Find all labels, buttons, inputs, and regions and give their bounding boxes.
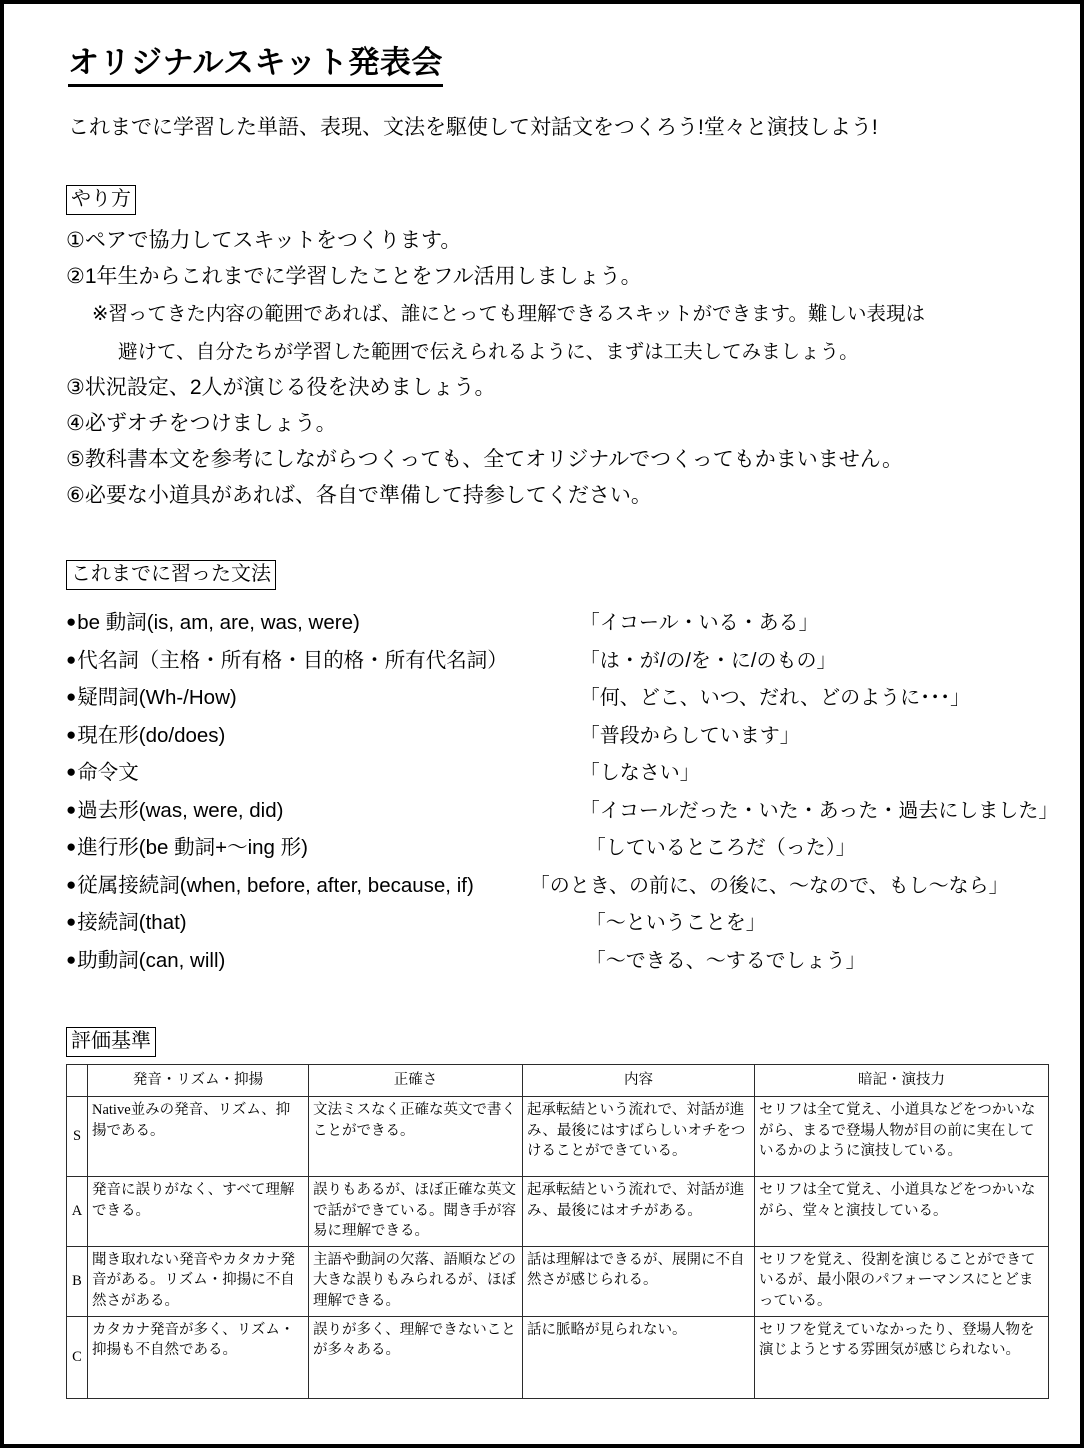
cell-accuracy: 主語や動詞の欠落、語順などの大きな誤りもみられるが、ほぼ理解できる。 [309,1246,523,1316]
list-item [66,746,1058,784]
grammar-term [66,709,518,747]
section-heading-howto: やり方 [66,185,136,215]
cell-accuracy: 文法ミスなく正確な英文で書くことができる。 [309,1097,523,1177]
grammar-term [66,784,518,822]
grammar-term [66,596,518,634]
table-row [67,1097,1049,1177]
list-item: ⑤教科書本文を参考にしながらつくっても、全てオリジナルでつくってもかまいません。 [66,448,903,472]
bullet-icon: ● [66,649,77,669]
criteria-table [66,1064,1049,1398]
grammar-gloss: 「何、どこ、いつ、だれ、どのように･･･」 [579,687,971,710]
title-wrapper [66,44,1026,87]
cell-pronunciation: 聞き取れない発音やカタカナ発音がある。リズム・抑揚に不自然さがある。 [88,1246,309,1316]
cell-content: 起承転結という流れで、対話が進み、最後にはすばらしいオチをつけることができている。 [523,1097,755,1177]
cell-pronunciation: 発音に誤りがなく、すべて理解できる。 [88,1177,309,1247]
howto-note-line-1: ※習ってきた内容の範囲であれば、誰にとっても理解できるスキットができます。難しい表現は [92,303,925,326]
grammar-gloss: 「しなさい」 [579,762,700,785]
table-row [67,1246,1049,1316]
grammar-term [66,821,518,859]
grammar-term [66,634,518,672]
column-header-accuracy: 正確さ [309,1065,523,1097]
list-item [66,709,1058,747]
document-body [66,44,1059,1399]
grammar-term-label: 命令文 [77,761,139,785]
cell-memorization: セリフを覚えていなかったり、登場人物を演じようとする雰囲気が感じられない。 [755,1316,1049,1398]
howto-step-list-continued [66,377,1026,506]
howto-step-list [66,230,1026,287]
grade-label: C [67,1316,88,1398]
bullet-icon: ● [66,874,77,894]
grammar-term [66,746,518,784]
grammar-gloss: 「〜ということを」 [585,912,766,935]
bullet-icon: ● [66,912,77,932]
cell-pronunciation: カタカナ発音が多く、リズム・抑揚も不自然である。 [88,1316,309,1398]
column-header-memorization: 暗記・演技力 [755,1065,1049,1097]
grammar-term [66,859,518,897]
grammar-term-label: 助動詞(can, will) [77,948,226,972]
grammar-term-label: be 動詞(is, am, are, was, were) [77,611,360,635]
grammar-term [66,934,518,972]
grade-label: B [67,1246,88,1316]
list-item [66,596,1058,634]
cell-accuracy: 誤りが多く、理解できないことが多々ある。 [309,1316,523,1398]
grammar-gloss: 「のとき、の前に、の後に、〜なので、もし〜なら」 [529,874,1009,897]
column-header-grade [67,1065,88,1097]
list-item: ⑥必要な小道具があれば、各自で準備して持参してください。 [66,484,652,508]
list-item: ①ペアで協力してスキットをつくります。 [66,229,462,253]
grammar-term [66,896,518,934]
list-item [66,634,1058,672]
list-item [66,784,1058,822]
cell-content: 話に脈略が見られない。 [523,1316,755,1398]
section-heading-grammar: これまでに習った文法 [66,560,276,590]
grade-label: A [67,1177,88,1247]
page-subtitle: これまでに学習した単語、表現、文法を駆使して対話文をつくろう!堂々と演技しよう! [68,116,878,140]
cell-memorization: セリフは全て覚え、小道具などをつかいながら、まるで登場人物が目の前に実在しているかのように演技している。 [755,1097,1049,1177]
grammar-gloss: 「イコール・いる・ある」 [579,612,819,635]
bullet-icon: ● [66,799,77,819]
bullet-icon: ● [66,949,77,969]
list-item [66,671,1058,709]
cell-content: 起承転結という流れで、対話が進み、最後にはオチがある。 [523,1177,755,1247]
grammar-gloss: 「イコールだった・いた・あった・過去にしました」 [579,799,1059,822]
list-item [66,934,1058,972]
grade-label: S [67,1097,88,1177]
grammar-gloss: 「普段からしています」 [579,724,800,747]
grammar-term-label: 過去形(was, were, did) [77,798,284,822]
grammar-gloss: 「しているところだ（った）」 [585,837,856,860]
list-item: ③状況設定、2人が演じる役を決めましょう。 [66,376,496,400]
column-header-content: 内容 [523,1065,755,1097]
table-header-row [67,1065,1049,1097]
grammar-term-label: 進行形(be 動詞+〜ing 形) [77,836,308,860]
howto-note-line-2: 避けて、自分たちが学習した範囲で伝えられるように、まずは工夫してみましょう。 [118,340,859,363]
grammar-term-label: 接続詞(that) [77,911,187,935]
bullet-icon: ● [66,762,77,782]
list-item [66,859,1058,897]
section-howto [66,185,1026,506]
list-item: ④必ずオチをつけましょう。 [66,412,337,436]
grammar-term-label: 現在形(do/does) [77,723,226,747]
grammar-term [66,671,518,709]
grammar-term-label: 疑問詞(Wh-/How) [77,686,237,710]
page-title: オリジナルスキット発表会 [68,44,443,87]
table-row [67,1316,1049,1398]
cell-content: 話は理解はできるが、展開に不自然さが感じられる。 [523,1246,755,1316]
grammar-gloss: 「〜できる、〜するでしょう」 [585,949,866,972]
section-criteria [66,1027,1036,1398]
grammar-list [66,596,1058,971]
section-heading-criteria: 評価基準 [66,1027,156,1057]
list-item [66,896,1058,934]
list-item: ②1年生からこれまでに学習したことをフル活用しましょう。 [66,265,642,289]
bullet-icon: ● [66,837,77,857]
grammar-term-label: 従属接続詞(when, before, after, because, if) [77,873,474,897]
column-header-pronunciation: 発音・リズム・抑揚 [88,1065,309,1097]
bullet-icon: ● [66,612,77,632]
table-row [67,1177,1049,1247]
bullet-icon: ● [66,687,77,707]
cell-memorization: セリフを覚え、役割を演じることができているが、最小限のパフォーマンスにとどまっている。 [755,1246,1049,1316]
cell-memorization: セリフは全て覚え、小道具などをつかいながら、堂々と演技している。 [755,1177,1049,1247]
cell-pronunciation: Native並みの発音、リズム、抑揚である。 [88,1097,309,1177]
section-grammar [66,560,1059,972]
bullet-icon: ● [66,724,77,744]
cell-accuracy: 誤りもあるが、ほぼ正確な英文で話ができている。聞き手が容易に理解できる。 [309,1177,523,1247]
list-item [66,821,1058,859]
grammar-term-label: 代名詞（主格・所有格・目的格・所有代名詞） [77,648,508,672]
grammar-gloss: 「は・が/の/を・に/のもの」 [579,649,837,672]
